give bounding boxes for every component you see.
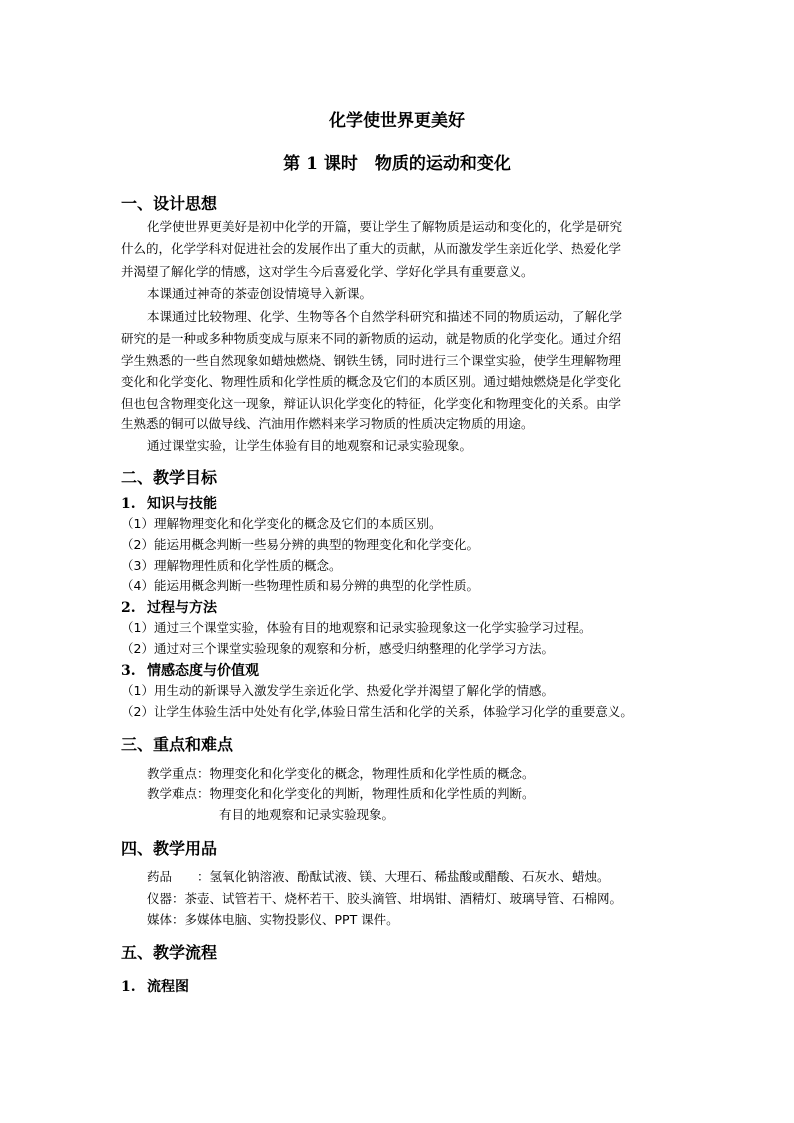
paragraph-line: 生熟悉的铜可以做导线、汽油用作燃料来学习物质的性质决定物质的用途。 [121,416,534,431]
subheading-number: 2. [121,600,136,616]
paragraph-line: 有目的地观察和记录实验现象。 [219,807,395,822]
paragraph-line: 教学难点：物理变化和化学变化的判断，物理性质和化学性质的判断。 [147,786,535,801]
section-heading-design: 一、设计思想 [121,194,218,213]
subheading-knowledge [121,493,217,513]
document-title: 化学使世界更美好 [329,111,465,131]
subheading-number: 1. [121,496,136,512]
paragraph-line: 通过课堂实验，让学生体验有目的地观察和记录实验现象。 [147,438,473,453]
paragraph-line: 变化和化学变化、物理性质和化学性质的概念及它们的本质区别。通过蜡烛燃烧是化学变化 [121,374,622,389]
paragraph-line: 并渴望了解化学的情感，这对学生今后喜爱化学、学好化学具有重要意义。 [121,264,534,279]
subheading-number: 1. [121,979,136,995]
paragraph-line: 研究的是一种或多种物质变成与原来不同的新物质的运动，就是物质的化学变化。通过介绍 [121,331,622,346]
list-item: （4）能运用概念判断一些物理性质和易分辨的典型的化学性质。 [121,578,479,593]
list-item: （2）通过对三个课堂实验现象的观察和分析，感受归纳整理的化学学习方法。 [121,641,554,656]
list-item: （1）用生动的新课导入激发学生亲近化学、热爱化学并渴望了解化学的情感。 [121,683,554,698]
subheading-number: 3. [121,663,136,679]
list-item: （1）通过三个课堂实验，体验有目的地观察和记录实验现象这一化学实验学习过程。 [121,620,592,635]
section-heading-process: 五、教学流程 [121,943,218,962]
paragraph-line: 媒体：多媒体电脑、实物投影仪、PPT 课件。 [147,912,399,927]
paragraph-line: 什么的，化学学科对促进社会的发展作出了重大的贡献，从而激发学生亲近化学、热爱化学 [121,241,622,256]
paragraph-line: 但也包含物理变化这一现象，辩证认识化学变化的特征，化学变化和物理变化的关系。由学 [121,396,622,411]
subheading-label: 情感态度与价值观 [147,663,259,679]
paragraph-line: 本课通过比较物理、化学、生物等各个自然学科研究和描述不同的物质运动，了解化学 [147,309,623,324]
paragraph-line: 教学重点：物理变化和化学变化的概念，物理性质和化学性质的概念。 [147,766,535,781]
document-subtitle: 第 1 课时 物质的运动和变化 [283,154,511,174]
paragraph-line: 学生熟悉的一些自然现象如蜡烛燃烧、钢铁生锈，同时进行三个课堂实验，使学生理解物理 [121,353,622,368]
list-item: （1）理解物理变化和化学变化的概念及它们的本质区别。 [121,516,442,531]
subheading-flowchart [121,976,189,996]
subheading-process [121,597,217,617]
paragraph-line: 化学使世界更美好是初中化学的开篇，要让学生了解物质是运动和变化的，化学是研究 [147,219,623,234]
list-item: （3）理解物理性质和化学性质的概念。 [121,558,342,573]
subheading-label: 流程图 [147,979,189,995]
subheading-label: 知识与技能 [147,496,217,512]
list-item: （2）能运用概念判断一些易分辨的典型的物理变化和化学变化。 [121,537,479,552]
paragraph-line: 药品 ：氢氧化钠溶液、酚酞试液、镁、大理石、稀盐酸或醋酸、石灰水、蜡烛。 [147,869,610,884]
paragraph-line: 本课通过神奇的茶壶创设情境导入新课。 [147,286,373,301]
subheading-label: 过程与方法 [147,600,217,616]
subheading-attitude [121,660,259,680]
paragraph-line: 仪器：茶壶、试管若干、烧杯若干、胶头滴管、坩埚钳、酒精灯、玻璃导管、石棉网。 [147,891,623,906]
section-heading-key-points: 三、重点和难点 [121,735,234,754]
section-heading-materials: 四、教学用品 [121,839,218,858]
section-heading-objectives: 二、教学目标 [121,468,218,487]
list-item: （2）让学生体验生活中处处有化学,体验日常生活和化学的关系，体验学习化学的重要意义。 [121,704,633,719]
